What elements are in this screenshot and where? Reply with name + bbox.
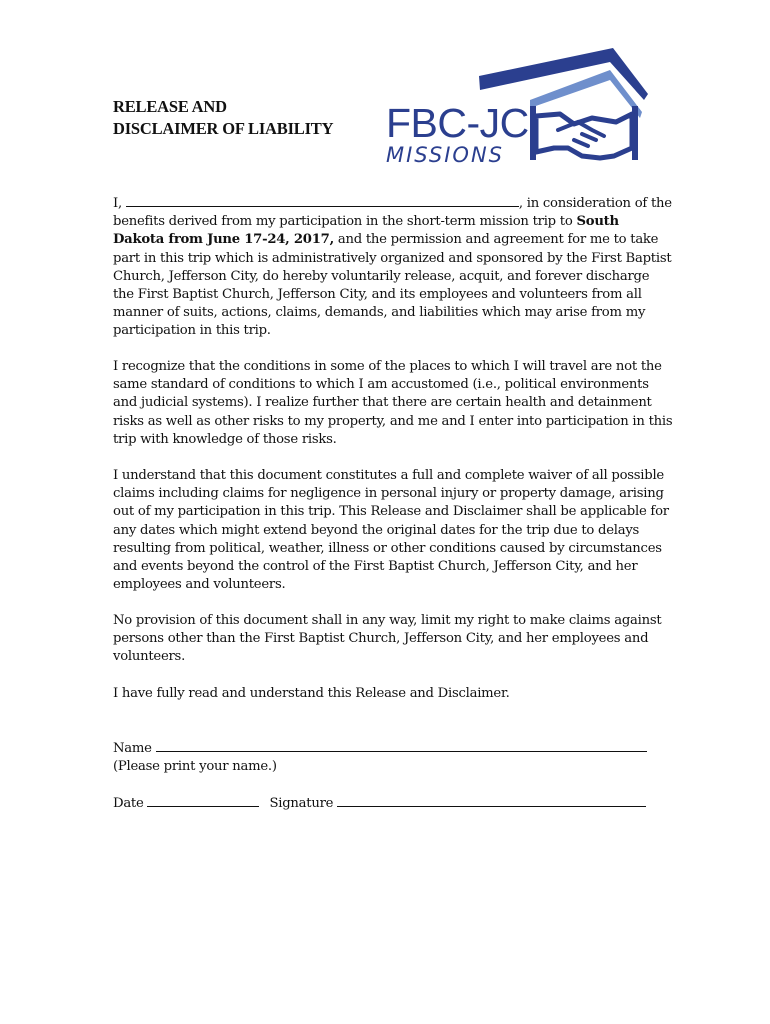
fbc-jc-missions-logo — [378, 44, 650, 168]
logo-tagline: MISSIONS — [386, 143, 504, 167]
document-title — [113, 96, 333, 140]
paragraph-claims: No provision of this document shall in any way, limit my right to make claims against persons other than the First Baptist Church, Jefferson City, and her employees and volunteers. — [113, 613, 662, 665]
handshake-icon — [530, 106, 638, 160]
p1-tail: and the permission and agreement for me to take part in this trip which is administratively organized and sponsored by the First Baptist Church, Jefferson City, do hereby voluntarily release, acquit, and forever discharge the First Baptist Church, Jefferson City, and its employees and volunteers from all manner of suits, actions, claims, demands, and liabilities which may arise from my participation in this trip. — [113, 232, 672, 339]
date-label: Date — [113, 796, 148, 811]
name-hint: (Please print your name.) — [113, 759, 277, 774]
logo-name: FBC-JC — [386, 100, 529, 146]
title-line-1: RELEASE AND — [113, 97, 227, 116]
participant-name-blank[interactable] — [126, 194, 519, 207]
name-row — [113, 739, 647, 758]
paragraph-release — [113, 194, 673, 341]
title-line-2: DISCLAIMER OF LIABILITY — [113, 119, 334, 138]
signature-field[interactable] — [337, 794, 646, 807]
date-field[interactable] — [147, 794, 259, 807]
date-signature-row — [113, 794, 646, 813]
signature-label: Signature — [269, 796, 338, 811]
p1-lead: I, — [113, 196, 126, 211]
paragraph-acknowledgement: I have fully read and understand this Release and Disclaimer. — [113, 686, 510, 701]
paragraph-waiver: I understand that this document constitutes a full and complete waiver of all possible claims including claims for negligence in personal injury or property damage, arising out of my participation in this trip. This Release and Disclaimer shall be applicable for any dates which might extend beyond the original dates for the trip due to delays resulting from political, weather, illness or other conditions caused by circumstances and events beyond the control of the First Baptist Church, Jefferson City, and her employees and volunteers. — [113, 468, 669, 593]
trip-details: South Dakota from June 17-24, 2017, — [113, 214, 619, 248]
name-label: Name — [113, 741, 156, 756]
paragraph-risks: I recognize that the conditions in some of the places to which I will travel are not the same standard of conditions to which I am accustomed (i.e., political environments and judicial systems). I realize further that there are certain health and detainment risks as well as other risks to my property, and me and I enter into participation in this trip with knowledge of those risks. — [113, 359, 673, 447]
p1-text: , in consideration of the benefits derived from my participation in the short-term mission trip to — [113, 196, 672, 230]
name-field[interactable] — [156, 739, 647, 752]
